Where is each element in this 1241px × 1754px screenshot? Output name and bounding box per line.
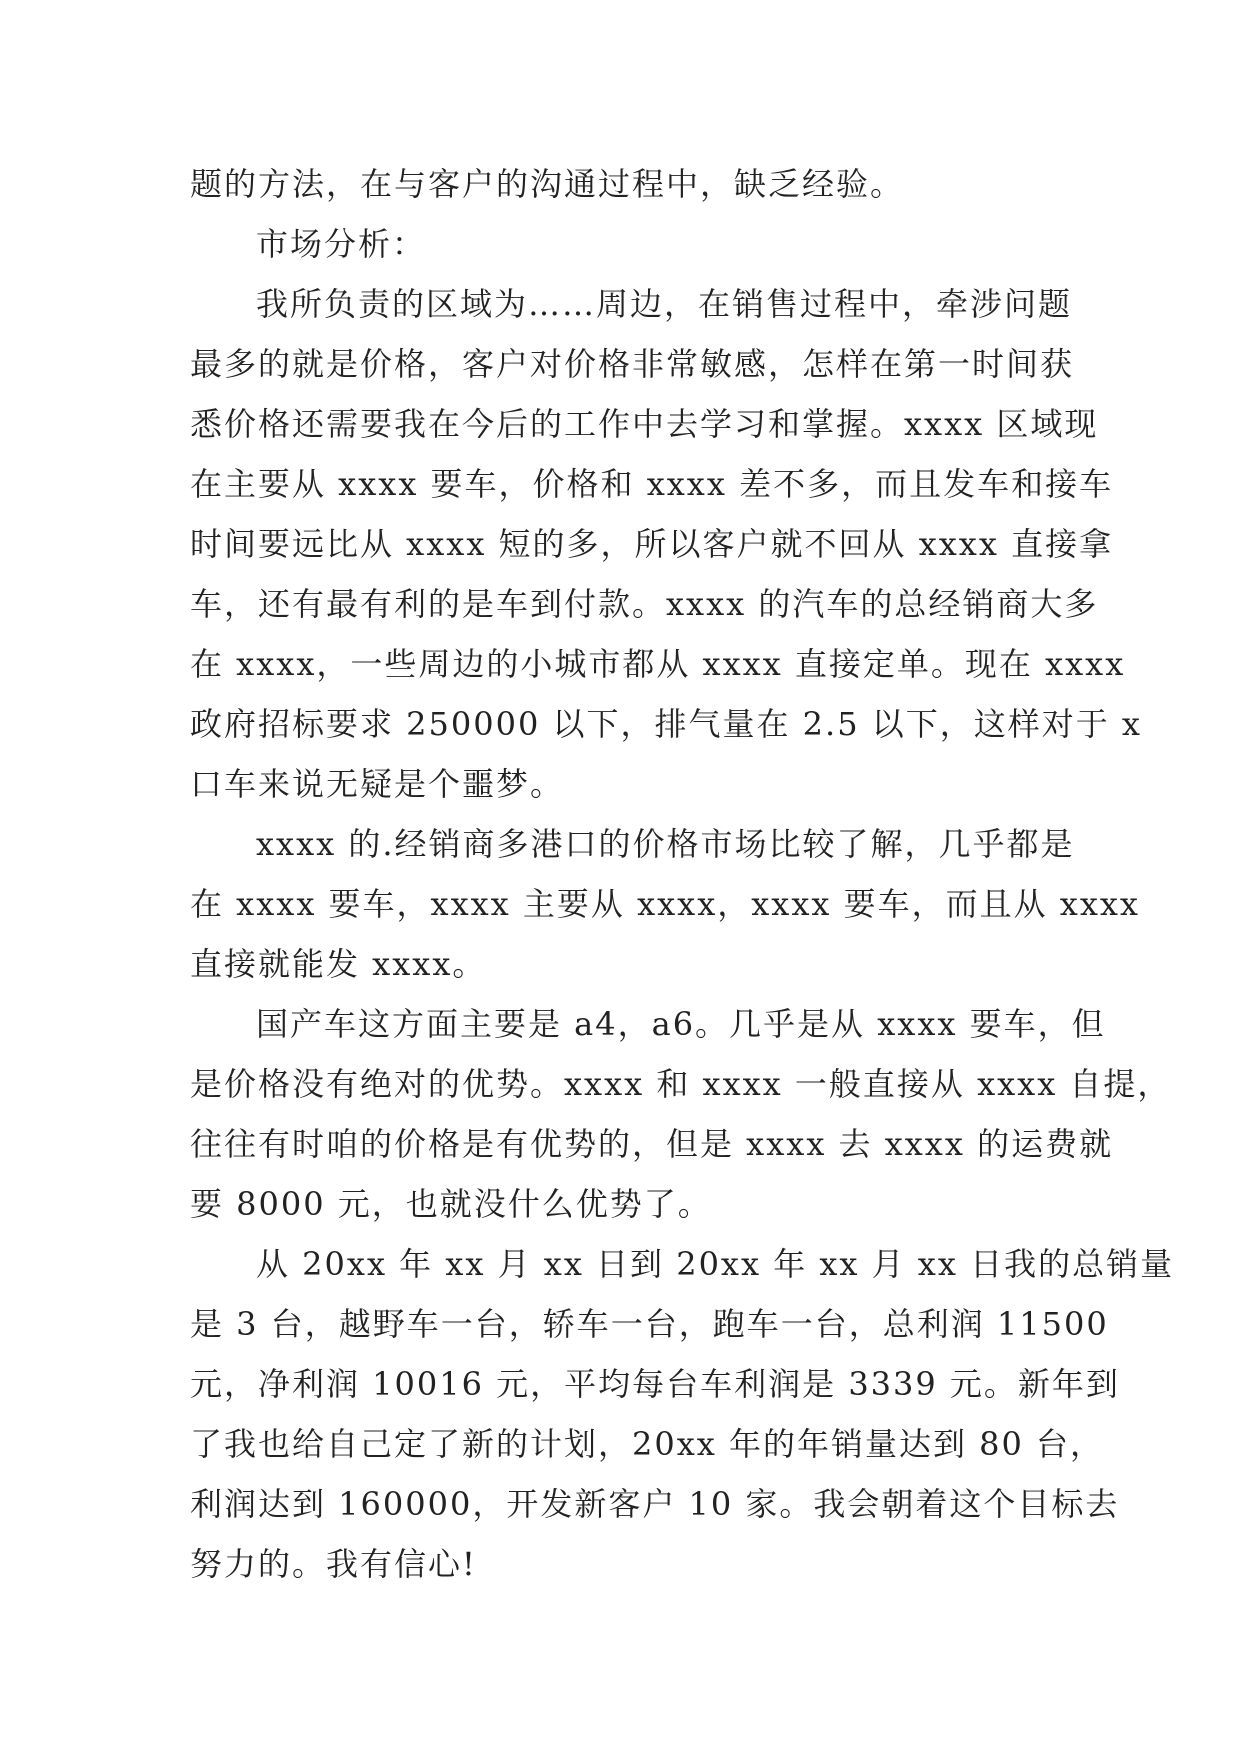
text-line: 口车来说无疑是个噩梦。 bbox=[190, 765, 565, 803]
text-line: xxxx 的.经销商多港口的价格市场比较了解，几乎都是 bbox=[256, 825, 1075, 863]
text-line: 最多的就是价格，客户对价格非常敏感，怎样在第一时间获 bbox=[190, 345, 1075, 383]
text-line: 在主要从 xxxx 要车，价格和 xxxx 差不多，而且发车和接车 bbox=[190, 465, 1114, 503]
text-line: 政府招标要求 250000 以下，排气量在 2.5 以下，这样对于 x bbox=[190, 705, 1142, 743]
text-line: 是 3 台，越野车一台，轿车一台，跑车一台，总利润 11500 bbox=[190, 1305, 1109, 1343]
text-line: 往往有时咱的价格是有优势的，但是 xxxx 去 xxxx 的运费就 bbox=[190, 1125, 1114, 1163]
text-line: 车，还有最有利的是车到付款。xxxx 的汽车的总经销商大多 bbox=[190, 585, 1099, 623]
text-line: 题的方法，在与客户的沟通过程中，缺乏经验。 bbox=[190, 165, 905, 203]
text-line: 在 xxxx 要车，xxxx 主要从 xxxx，xxxx 要车，而且从 xxxx bbox=[190, 885, 1140, 923]
text-line: 直接就能发 xxxx。 bbox=[190, 945, 487, 983]
text-line: 了我也给自己定了新的计划，20xx 年的年销量达到 80 台， bbox=[190, 1425, 1105, 1463]
text-line: 利润达到 160000，开发新客户 10 家。我会朝着这个目标去 bbox=[190, 1485, 1120, 1523]
section-heading-market-analysis: 市场分析： bbox=[256, 225, 427, 263]
text-line: 从 20xx 年 xx 月 xx 日到 20xx 年 xx 月 xx 日我的总销量 bbox=[256, 1245, 1175, 1283]
text-line: 时间要远比从 xxxx 短的多，所以客户就不回从 xxxx 直接拿 bbox=[190, 525, 1114, 563]
text-line: 悉价格还需要我在今后的工作中去学习和掌握。xxxx 区域现 bbox=[190, 405, 1099, 443]
body-text bbox=[190, 154, 1175, 1594]
text-line: 努力的。我有信心! bbox=[190, 1545, 477, 1583]
text-line: 是价格没有绝对的优势。xxxx 和 xxxx 一般直接从 xxxx 自提， bbox=[190, 1065, 1172, 1103]
text-line: 我所负责的区域为……周边，在销售过程中，牵涉问题 bbox=[256, 285, 1073, 323]
text-line: 在 xxxx，一些周边的小城市都从 xxxx 直接定单。现在 xxxx bbox=[190, 645, 1126, 683]
text-line: 要 8000 元，也就没什么优势了。 bbox=[190, 1185, 712, 1223]
text-line: 元，净利润 10016 元，平均每台车利润是 3339 元。新年到 bbox=[190, 1365, 1120, 1403]
text-line: 国产车这方面主要是 a4，a6。几乎是从 xxxx 要车，但 bbox=[256, 1005, 1106, 1043]
